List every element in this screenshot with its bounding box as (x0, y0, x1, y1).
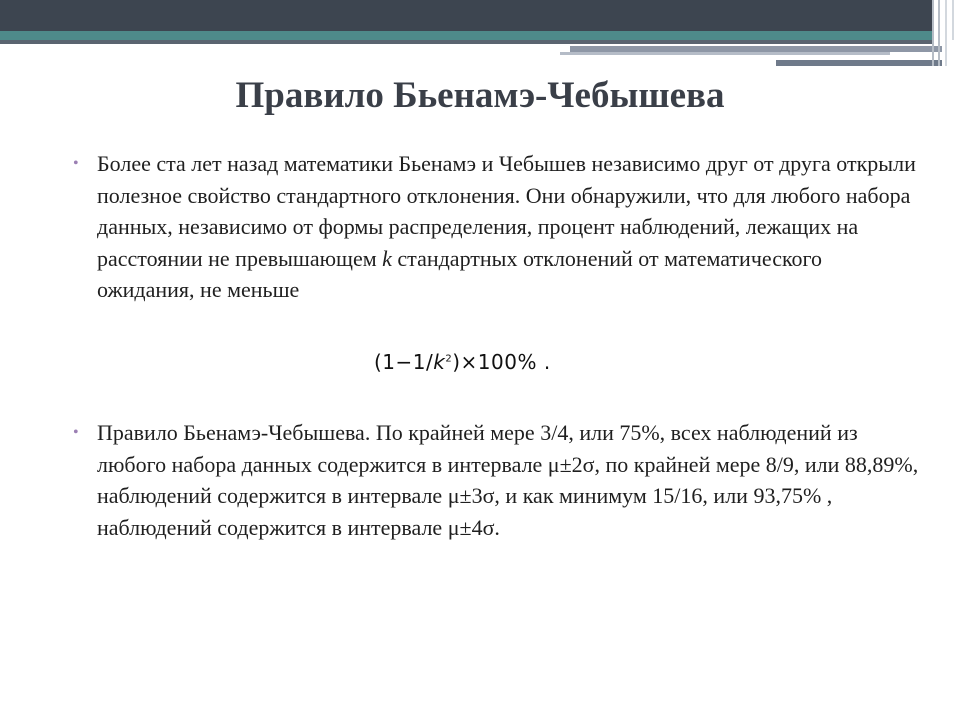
header-accent-bar (776, 60, 942, 66)
header-vertical-line (932, 0, 934, 66)
header-accent-bar (560, 52, 890, 55)
header-bar-teal (0, 31, 932, 40)
bullet-text: Правило Бьенамэ-Чебышева. По крайней мере 3/4, или 75%, всех наблюдений из любого набора данных содержится в интервале μ±2σ, по крайней мере 8/9, или 88,89%, наблюдений содержится в интервале μ±3σ, и как минимум 15/16, или 93,75% , наблюдений содержится в интервале μ±4σ. (97, 420, 919, 540)
header-bar-dark (0, 0, 932, 31)
slide-title: Правило Бьенамэ-Чебышева (235, 75, 725, 116)
bullet-dot-icon: • (73, 155, 79, 172)
header-vertical-line (952, 0, 954, 40)
bullet-dot-icon: • (73, 424, 79, 441)
bullet-item (73, 148, 923, 306)
header-vertical-line (945, 0, 947, 66)
variable-k: k (382, 245, 392, 271)
header-vertical-line (938, 0, 940, 66)
formula: $(1-1/k^2)\times 100\%$ . (374, 350, 551, 374)
bullet-text: Более ста лет назад математики Бьенамэ и Чебышев независимо друг от друга открыли полезное свойство стандартного отклонения. Они обнаружили, что для любого набора данных, независимо от формы распределения, процент наблюдений, лежащих на расстоянии не превышающем k стандартных отклонений от математического ожидания, не меньше (97, 151, 916, 302)
header-bar-slate (0, 40, 932, 44)
bullet-item (73, 417, 923, 543)
